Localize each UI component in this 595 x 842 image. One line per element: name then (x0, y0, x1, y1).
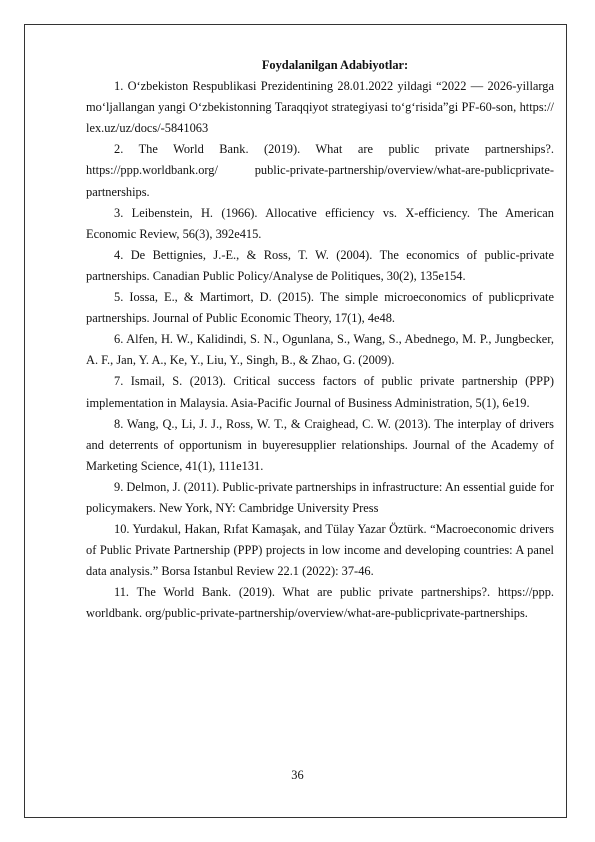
references-section (86, 55, 554, 625)
reference-item-3: 3. Leibenstein, H. (1966). Allocative efficiency vs. X-efficiency. The American Economic Review, 56(3), 392e415. (86, 205, 554, 241)
reference-item-1: 1. O‘zbekiston Respublikasi Prezidentining 28.01.2022 yildagi “2022 — 2026-yillarga mo‘ljallangan yangi O‘zbekistonning Taraqqiyot strategiyasi to‘g‘risida”gi PF-60-son, https:// lex.uz/uz/docs/-5841063 (86, 79, 554, 136)
reference-item-9: 9. Delmon, J. (2011). Public-private partnerships in infrastructure: An essential guide for policymakers. New York, NY: Cambridge University Press (86, 479, 554, 515)
references-heading: Foydalanilgan Adabiyotlar: (261, 58, 409, 72)
reference-item-6: 6. Alfen, H. W., Kalidindi, S. N., Ogunlana, S., Wang, S., Abednego, M. P., Jungbecker, A. F., Jan, Y. A., Ke, Y., Liu, Y., Singh, B., & Zhao, G. (2009). (86, 332, 554, 368)
reference-item-5: 5. Iossa, E., & Martimort, D. (2015). The simple microeconomics of publicprivate partnerships. Journal of Public Economic Theory, 17(1), 4e48. (86, 290, 554, 326)
reference-item-4: 4. De Bettignies, J.-E., & Ross, T. W. (2004). The economics of public-private partnerships. Canadian Public Policy/Analyse de Politiques, 30(2), 135e154. (86, 247, 554, 283)
reference-item-7: 7. Ismail, S. (2013). Critical success factors of public private partnership (PPP) implementation in Malaysia. Asia-Pacific Journal of Business Administration, 5(1), 6e19. (86, 374, 554, 410)
page-number: 36 (291, 768, 304, 782)
reference-item-8: 8. Wang, Q., Li, J. J., Ross, W. T., & Craighead, C. W. (2013). The interplay of drivers and deterrents of opportunism in buyeresupplier relationships. Journal of the Academy of Marketing Science, 41(1), 111e131. (86, 416, 554, 473)
reference-item-10: 10. Yurdakul, Hakan, Rıfat Kamaşak, and Tülay Yazar Öztürk. “Macroeconomic drivers of Public Private Partnership (PPP) projects in low income and developing countries: A panel data analysis.” Borsa Istanbul Review 22.1 (2022): 37-46. (86, 522, 554, 579)
reference-item-11: 11. The World Bank. (2019). What are public private partnerships?. https://ppp. worldbank. org/public-private-partnership/overview/what-are-publicprivate-partnerships. (86, 585, 554, 621)
reference-item-2: 2. The World Bank. (2019). What are public private partnerships?. https://ppp.worldbank.org/ public-private-partnership/overview/what-are-publicprivate-partnerships. (86, 142, 554, 199)
